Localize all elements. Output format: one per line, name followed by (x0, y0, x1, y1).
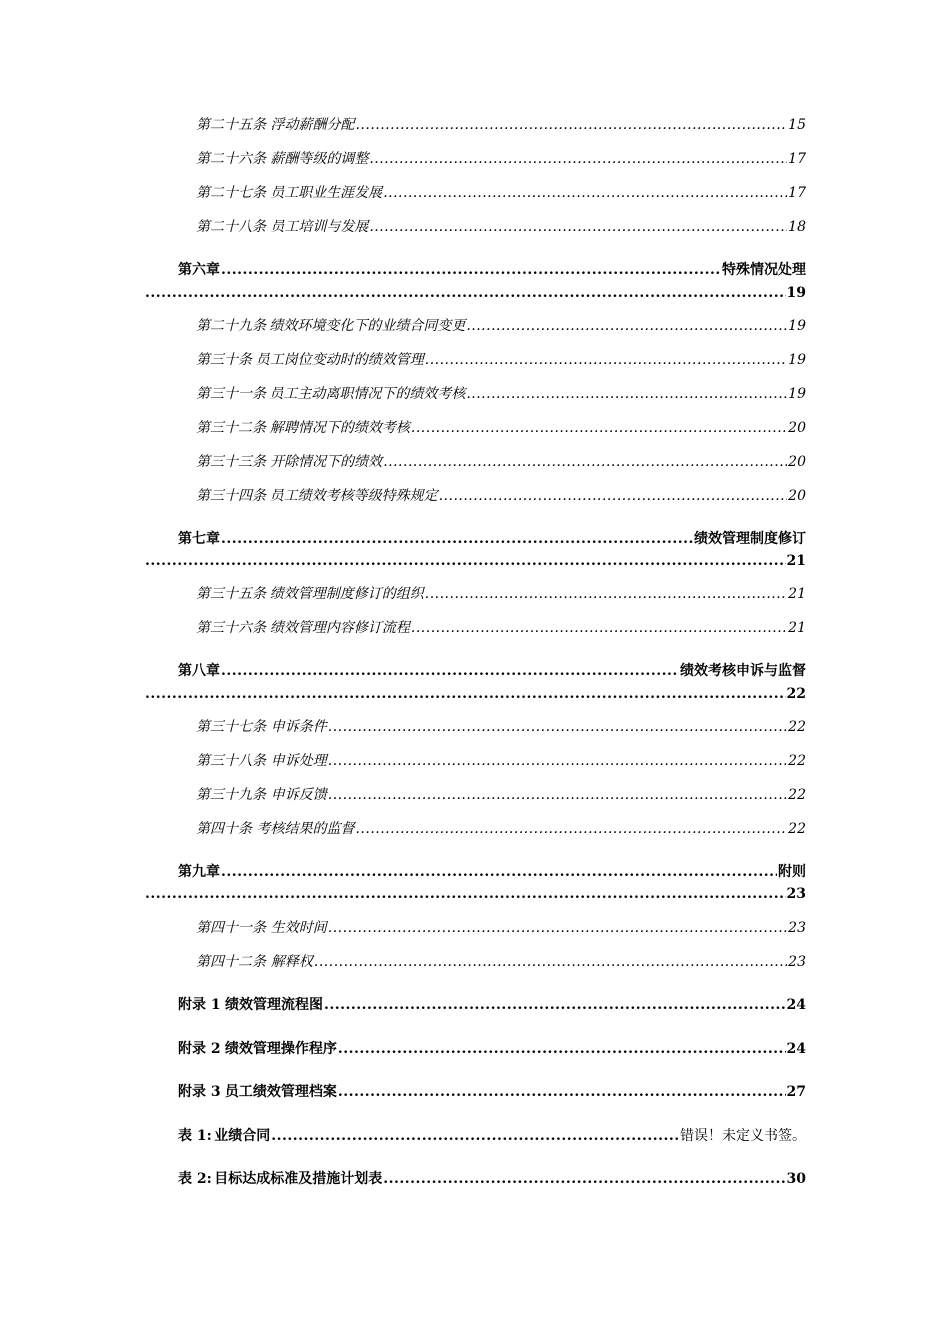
toc-entry-appendix-3[interactable] (178, 1083, 806, 1101)
appendix-number: 附录 1 (178, 997, 221, 1013)
entry-number: 第四十一条 (196, 920, 266, 936)
entry-page-number: 20 (788, 454, 806, 470)
toc-entry-chapter-7[interactable] (178, 530, 806, 548)
appendix-page-number: 27 (786, 1084, 806, 1100)
entry-page-number: 19 (788, 386, 806, 402)
dot-leader (145, 552, 786, 570)
dot-leader (355, 820, 787, 838)
toc-entry-article-41[interactable] (196, 919, 806, 937)
entry-title: 浮动薪酬分配 (270, 117, 355, 133)
dot-leader (383, 184, 787, 202)
entry-title: 解释权 (270, 954, 313, 970)
toc-chapter-8-page-line[interactable] (145, 685, 806, 703)
dot-leader (145, 885, 786, 903)
entry-number: 第三十条 (196, 352, 252, 368)
toc-entry-article-40[interactable] (196, 820, 806, 838)
chapter-page-number: 19 (786, 285, 806, 301)
toc-entry-article-29[interactable] (196, 317, 806, 335)
entry-page-number: 17 (788, 151, 806, 167)
entry-title: 申诉处理 (270, 753, 327, 769)
appendix-title: 员工绩效管理档案 (224, 1084, 337, 1100)
toc-entry-chapter-8[interactable] (178, 662, 806, 680)
entry-number: 第四十条 (196, 821, 252, 837)
entry-page-number: 22 (788, 821, 806, 837)
chapter-page-number: 22 (786, 686, 806, 702)
entry-number: 第二十九条 (196, 318, 266, 334)
entry-number: 第三十四条 (196, 488, 266, 504)
dot-leader (466, 385, 787, 403)
toc-entry-article-35[interactable] (196, 585, 806, 603)
toc-entry-article-34[interactable] (196, 487, 806, 505)
toc-entry-article-37[interactable] (196, 718, 806, 736)
dot-leader (338, 1083, 786, 1101)
chapter-number: 第七章 (178, 531, 220, 547)
table-title: 目标达成标准及措施计划表 (214, 1171, 383, 1187)
dot-leader (369, 218, 787, 236)
entry-page-number: 22 (788, 787, 806, 803)
dot-leader (425, 585, 787, 603)
dot-leader (338, 1040, 786, 1058)
chapter-title: 绩效考核申诉与监督 (680, 663, 806, 679)
entry-page-number: 17 (788, 185, 806, 201)
dot-leader (314, 953, 787, 971)
entry-title: 生效时间 (270, 920, 327, 936)
toc-entry-article-39[interactable] (196, 786, 806, 804)
appendix-number: 附录 2 (178, 1041, 221, 1057)
toc-entry-article-42[interactable] (196, 953, 806, 971)
bookmark-error-text: 错误！未定义书签。 (680, 1128, 806, 1144)
dot-leader (328, 718, 787, 736)
dot-leader (324, 996, 785, 1014)
dot-leader (411, 419, 787, 437)
appendix-title: 绩效管理操作程序 (224, 1041, 337, 1057)
dot-leader (271, 1127, 679, 1145)
toc-entry-chapter-9[interactable] (178, 863, 806, 881)
entry-page-number: 20 (788, 420, 806, 436)
entry-page-number: 18 (788, 219, 806, 235)
entry-number: 第二十七条 (196, 185, 266, 201)
dot-leader (355, 116, 787, 134)
toc-entry-article-36[interactable] (196, 619, 806, 637)
entry-number: 第三十二条 (196, 420, 266, 436)
toc-entry-article-32[interactable] (196, 419, 806, 437)
entry-page-number: 20 (788, 488, 806, 504)
dot-leader (425, 351, 787, 369)
entry-page-number: 21 (788, 620, 806, 636)
appendix-page-number: 24 (786, 997, 806, 1013)
entry-title: 绩效管理制度修订的组织 (269, 586, 424, 602)
toc-entry-chapter-6[interactable] (178, 261, 806, 279)
entry-title: 考核结果的监督 (256, 821, 355, 837)
toc-chapter-9-page-line[interactable] (145, 885, 806, 903)
entry-page-number: 19 (788, 352, 806, 368)
chapter-page-number: 23 (786, 886, 806, 902)
toc-entry-article-38[interactable] (196, 752, 806, 770)
table-page-number: 30 (786, 1171, 806, 1187)
appendix-title: 绩效管理流程图 (225, 997, 324, 1013)
entry-title: 开除情况下的绩效 (270, 454, 383, 470)
entry-title: 员工绩效考核等级特殊规定 (269, 488, 438, 504)
entry-title: 薪酬等级的调整 (270, 151, 369, 167)
entry-number: 第二十五条 (196, 117, 266, 133)
entry-number: 第三十九条 (196, 787, 266, 803)
chapter-number: 第八章 (178, 663, 220, 679)
dot-leader (328, 752, 787, 770)
entry-title: 申诉条件 (270, 719, 327, 735)
dot-leader (383, 453, 787, 471)
dot-leader (221, 863, 777, 881)
toc-entry-article-25[interactable] (196, 116, 806, 134)
entry-title: 绩效管理内容修订流程 (269, 620, 410, 636)
entry-number: 第三十五条 (196, 586, 266, 602)
toc-entry-article-28[interactable] (196, 218, 806, 236)
entry-title: 员工主动离职情况下的绩效考核 (269, 386, 466, 402)
entry-number: 第四十二条 (196, 954, 266, 970)
entry-page-number: 22 (788, 719, 806, 735)
chapter-title: 绩效管理制度修订 (694, 531, 806, 547)
toc-entry-table-2[interactable] (178, 1170, 806, 1188)
entry-number: 第三十七条 (196, 719, 266, 735)
toc-chapter-7-page-line[interactable] (145, 552, 806, 570)
entry-title: 员工岗位变动时的绩效管理 (255, 352, 424, 368)
dot-leader (439, 487, 788, 505)
toc-entry-article-31[interactable] (196, 385, 806, 403)
toc-entry-article-26[interactable] (196, 150, 806, 168)
entry-title: 申诉反馈 (270, 787, 327, 803)
table-title: 业绩合同 (214, 1128, 271, 1144)
dot-leader (328, 786, 787, 804)
entry-title: 解聘情况下的绩效考核 (269, 420, 410, 436)
dot-leader (466, 317, 787, 335)
toc-entry-table-1[interactable] (178, 1127, 806, 1145)
chapter-number: 第九章 (178, 864, 220, 880)
entry-number: 第二十八条 (196, 219, 266, 235)
appendix-number: 附录 3 (178, 1084, 221, 1100)
dot-leader (369, 150, 787, 168)
dot-leader (411, 619, 787, 637)
entry-number: 第二十六条 (196, 151, 266, 167)
entry-number: 第三十一条 (196, 386, 266, 402)
chapter-number: 第六章 (178, 262, 220, 278)
entry-number: 第三十六条 (196, 620, 266, 636)
entry-page-number: 19 (788, 318, 806, 334)
chapter-title: 附则 (778, 864, 806, 880)
entry-page-number: 21 (788, 586, 806, 602)
toc-entry-article-30[interactable] (196, 351, 806, 369)
entry-title: 员工培训与发展 (270, 219, 369, 235)
dot-leader (221, 662, 679, 680)
entry-page-number: 23 (788, 920, 806, 936)
toc-entry-appendix-1[interactable] (178, 996, 806, 1014)
dot-leader (145, 685, 786, 703)
entry-number: 第三十八条 (196, 753, 266, 769)
toc-entry-article-33[interactable] (196, 453, 806, 471)
toc-entry-article-27[interactable] (196, 184, 806, 202)
dot-leader (145, 284, 786, 302)
table-number: 表 2: (178, 1171, 212, 1187)
toc-chapter-6-page-line[interactable] (145, 284, 806, 302)
entry-number: 第三十三条 (196, 454, 266, 470)
chapter-page-number: 21 (786, 553, 806, 569)
dot-leader (221, 261, 721, 279)
entry-page-number: 23 (788, 954, 806, 970)
dot-leader (328, 919, 787, 937)
appendix-page-number: 24 (786, 1041, 806, 1057)
entry-page-number: 22 (788, 753, 806, 769)
table-number: 表 1: (178, 1128, 212, 1144)
entry-page-number: 15 (788, 117, 806, 133)
entry-title: 员工职业生涯发展 (270, 185, 383, 201)
dot-leader (383, 1170, 785, 1188)
entry-title: 绩效环境变化下的业绩合同变更 (269, 318, 466, 334)
dot-leader (221, 530, 693, 548)
chapter-title: 特殊情况处理 (722, 262, 806, 278)
toc-entry-appendix-2[interactable] (178, 1040, 806, 1058)
